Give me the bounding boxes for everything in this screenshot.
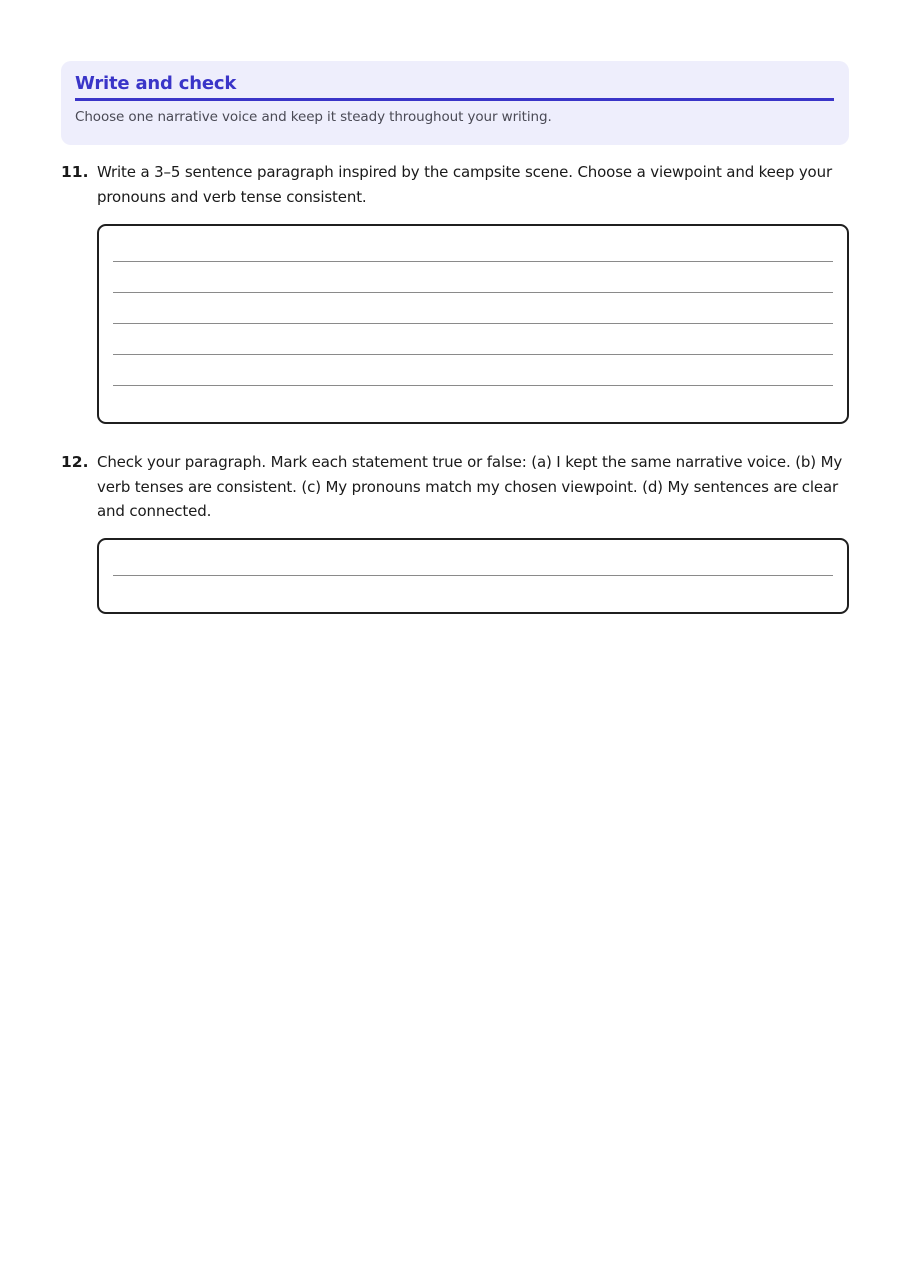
question-11 xyxy=(61,160,849,209)
question-number: 12. xyxy=(61,453,89,471)
question-number: 11. xyxy=(61,163,89,181)
question-12 xyxy=(61,450,849,524)
answer-line xyxy=(113,261,833,262)
question-text: Check your paragraph. Mark each statement true or false: (a) I kept the same narrative voice. (b) My verb tenses are consistent. (c) My pronouns match my chosen viewpoint. (d) My sentences are clear and connected. xyxy=(97,453,843,520)
question-text: Write a 3–5 sentence paragraph inspired by the campsite scene. Choose a viewpoint and keep your pronouns and verb tense consistent. xyxy=(97,163,832,206)
section-title: Write and check xyxy=(75,72,834,101)
answer-line xyxy=(113,323,833,324)
section-subtitle: Choose one narrative voice and keep it steady throughout your writing. xyxy=(75,109,552,125)
answer-line xyxy=(113,354,833,355)
section-header xyxy=(61,61,849,145)
answer-box[interactable] xyxy=(97,224,849,424)
answer-box[interactable] xyxy=(97,538,849,614)
answer-line xyxy=(113,575,833,576)
answer-line xyxy=(113,292,833,293)
answer-line xyxy=(113,385,833,386)
